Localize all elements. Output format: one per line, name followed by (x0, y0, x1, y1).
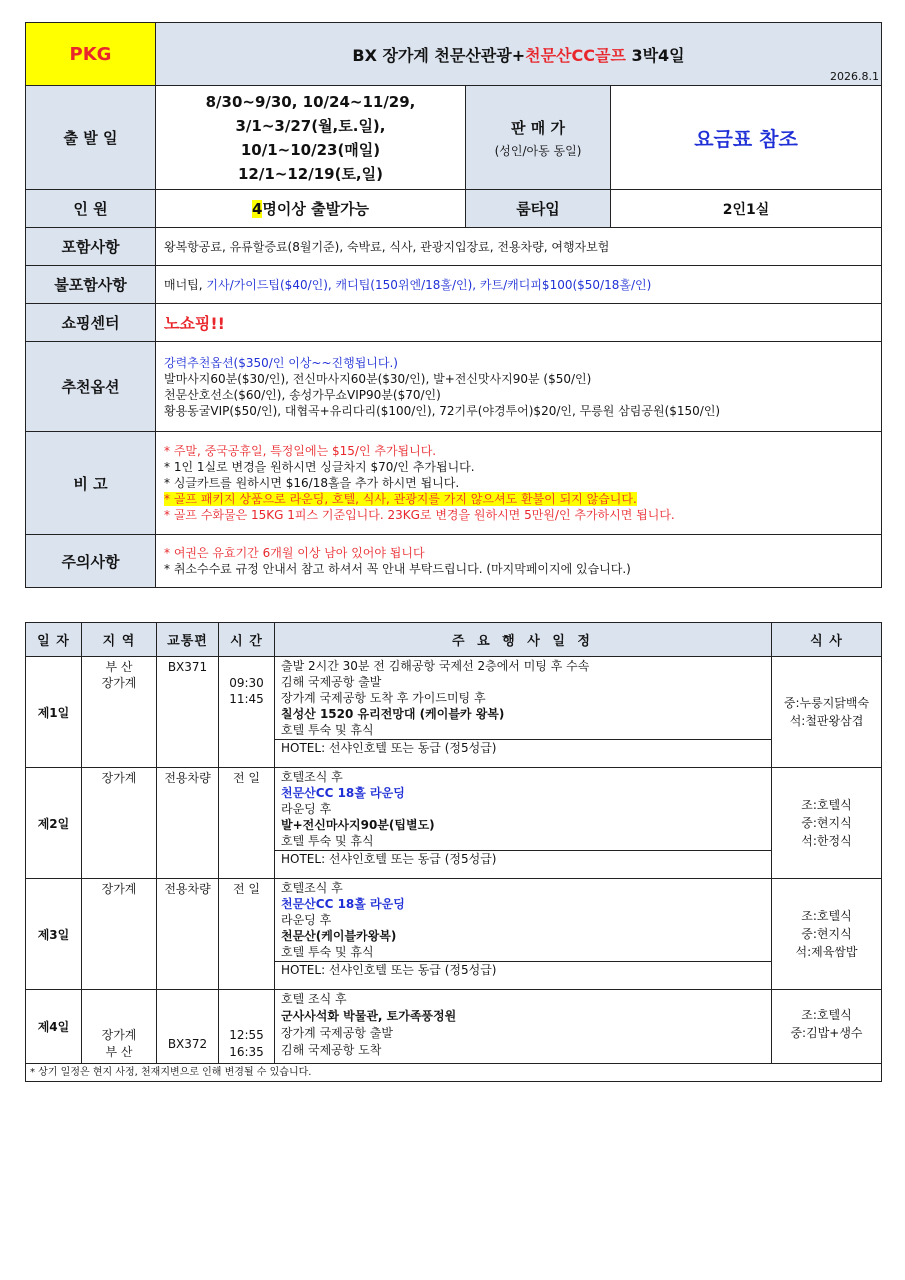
schedule-line: 출발 2시간 30분 전 김해공항 국제선 2층에서 미팅 후 수속 (281, 659, 590, 673)
departure-line: 12/1~12/19(토,일) (238, 164, 383, 183)
remarks-line: * 골프 수화물은 15KG 1피스 기준입니다. 23KG로 변경을 원하시면 5만원/인 추가하시면 됩니다. (164, 508, 675, 522)
people-value (156, 190, 466, 228)
schedule-line: 천문산CC 18홀 라운딩 (281, 786, 405, 800)
table-row (26, 990, 882, 1064)
transport: BX372 (157, 990, 219, 1064)
remarks-line: * 주말, 중국공휴일, 특정일에는 $15/인 추가됩니다. (164, 444, 437, 458)
day-label: 제1일 (26, 657, 82, 768)
departure-label: 출 발 일 (26, 86, 156, 190)
package-info-table (25, 22, 882, 588)
meal: 중:현지식 (801, 816, 852, 830)
table-row (26, 657, 882, 768)
meal: 중:김밥+생수 (790, 1026, 863, 1040)
schedule-line: 장가계 국제공항 출발 (281, 1026, 393, 1040)
table-row (26, 768, 882, 879)
time: 11:45 (229, 692, 264, 706)
remarks-label: 비 고 (26, 432, 156, 535)
departure-dates (156, 86, 466, 190)
meals-cell (772, 879, 882, 990)
price-value: 요금표 참조 (611, 86, 882, 190)
room-value: 2인1실 (611, 190, 882, 228)
meal: 석:철판왕삼겹 (789, 714, 864, 728)
time: 전 일 (219, 879, 275, 990)
time: 12:55 (229, 1028, 264, 1042)
schedule-cell (275, 657, 772, 768)
schedule-line: 호텔 투숙 및 휴식 (281, 834, 374, 848)
time: 09:30 (229, 676, 264, 690)
schedule-line: 천문산(케이블카왕복) (281, 929, 397, 943)
meals-cell (772, 990, 882, 1064)
schedule-line: 호텔 투숙 및 휴식 (281, 945, 374, 959)
caution-list (156, 535, 882, 588)
pkg-label: PKG (26, 23, 156, 86)
remarks-list (156, 432, 882, 535)
remarks-line: * 싱글카트를 원하시면 $16/18홀을 추가 하시면 됩니다. (164, 476, 460, 490)
header-transport: 교통편 (157, 623, 219, 657)
people-min-number: 4 (251, 200, 263, 218)
itinerary-table (25, 622, 882, 1082)
header-meals: 식 사 (772, 623, 882, 657)
schedule-cell (275, 990, 772, 1064)
shopping-value: 노쇼핑!! (156, 304, 882, 342)
schedule-line: 천문산CC 18홀 라운딩 (281, 897, 405, 911)
excluded-value (156, 266, 882, 304)
title-part3: 3박4일 (625, 45, 685, 65)
title-part2: 천문산CC골프 (525, 45, 626, 65)
remarks-line: * 1인 1실로 변경을 원하시면 싱글차지 $70/인 추가됩니다. (164, 460, 475, 474)
schedule-line: 군사사석화 박물관, 토가족풍정원 (281, 1009, 457, 1023)
footnote-row (26, 1064, 882, 1082)
schedule-cell (275, 879, 772, 990)
meal: 중:누룽지닭백숙 (783, 696, 870, 710)
options-line: 발마사지60분($30/인), 전신마사지60분($30/인), 발+전신맛사지90분 ($50/인) (164, 371, 592, 386)
table-row (26, 879, 882, 990)
header-day: 일 자 (26, 623, 82, 657)
region: 부 산 (105, 660, 133, 674)
meal: 중:현지식 (801, 927, 852, 941)
price-label-cell (466, 86, 611, 190)
departure-line: 3/1~3/27(월,토.일), (235, 116, 386, 135)
price-label: 판 매 가 (511, 118, 565, 137)
caution-line: * 취소수수료 규정 안내서 참고 하셔서 꼭 안내 부탁드립니다. (마지막페이지에 있습니다.) (164, 562, 631, 576)
schedule-line: 호텔조식 후 (281, 770, 343, 784)
package-title (156, 23, 882, 86)
options-line: 강력추천옵션($350/인 이상~~진행됩니다.) (164, 355, 398, 370)
document-date: 2026.8.1 (830, 70, 880, 83)
hotel-line: HOTEL: 선샤인호텔 또는 동급 (정5성급) (275, 850, 771, 868)
caution-label: 주의사항 (26, 535, 156, 588)
departure-line: 10/1~10/23(매일) (240, 140, 381, 159)
meal: 조:호텔식 (801, 909, 852, 923)
schedule-line: 김해 국제공항 출발 (281, 675, 382, 689)
region: 장가계 (82, 879, 157, 990)
schedule-cell (275, 768, 772, 879)
departure-line: 8/30~9/30, 10/24~11/29, (205, 92, 416, 111)
region-cell (82, 657, 157, 768)
footnote: * 상기 일정은 현지 사정, 천재지변으로 인해 변경될 수 있습니다. (26, 1064, 882, 1082)
day-label: 제2일 (26, 768, 82, 879)
options-line: 천문산호선소($60/인), 송성가무쇼VIP90분($70/인) (164, 387, 441, 402)
itinerary-header-row (26, 623, 882, 657)
meal: 석:제육쌈밥 (795, 945, 858, 959)
transport: BX371 (157, 657, 219, 768)
hotel-line: HOTEL: 선샤인호텔 또는 동급 (정5성급) (275, 961, 771, 979)
day-label: 제4일 (26, 990, 82, 1064)
meals-cell (772, 768, 882, 879)
header-time: 시 간 (219, 623, 275, 657)
meal: 석:한정식 (801, 834, 852, 848)
schedule-line: 라운딩 후 (281, 802, 332, 816)
region: 장가계 (82, 768, 157, 879)
people-label: 인 원 (26, 190, 156, 228)
price-sublabel: (성인/아동 동일) (494, 143, 582, 158)
included-value: 왕복항공료, 유류할증료(8월기준), 숙박료, 식사, 관광지입장료, 전용차량, 여행자보험 (156, 228, 882, 266)
time: 전 일 (219, 768, 275, 879)
meal: 조:호텔식 (801, 1008, 852, 1022)
time: 16:35 (229, 1045, 264, 1059)
day-label: 제3일 (26, 879, 82, 990)
options-label: 추천옵션 (26, 342, 156, 432)
meals-cell (772, 657, 882, 768)
region: 부 산 (105, 1045, 133, 1059)
transport: 전용차량 (157, 879, 219, 990)
remarks-highlight: * 골프 패키지 상품으로 라운딩, 호텔, 식사, 관광지를 가지 않으셔도 환불이 되지 않습니다. (164, 492, 637, 506)
remarks-line (164, 491, 873, 507)
time-cell (219, 990, 275, 1064)
hotel-line: HOTEL: 선샤인호텔 또는 동급 (정5성급) (275, 739, 771, 757)
schedule-line: 호텔 투숙 및 휴식 (281, 723, 374, 737)
schedule-line: 라운딩 후 (281, 913, 332, 927)
header-region: 지 역 (82, 623, 157, 657)
region-cell (82, 990, 157, 1064)
excluded-plain: 매너팁, (164, 277, 207, 292)
options-line: 황용동굴VIP($50/인), 대협곡+유리다리($100/인), 72기루(야경투어)$20/인, 무릉원 삼림공원($150/인) (164, 403, 721, 418)
region: 장가계 (101, 676, 137, 690)
time-cell (219, 657, 275, 768)
excluded-tips: 기사/가이드팁($40/인), 캐디팁(150위엔/18홀/인), 카트/캐디피$100($50/18홀/인) (206, 277, 652, 292)
title-part1: BX 장가계 천문산관광+ (352, 45, 526, 65)
options-list (156, 342, 882, 432)
region: 장가계 (101, 1028, 137, 1042)
schedule-line: 칠성산 1520 유리전망대 (케이블카 왕복) (281, 707, 505, 721)
people-text: 명이상 출발가능 (262, 200, 370, 218)
schedule-line: 발+전신마사지90분(팁별도) (281, 818, 435, 832)
transport: 전용차량 (157, 768, 219, 879)
schedule-line: 호텔조식 후 (281, 881, 343, 895)
room-label: 룸타입 (466, 190, 611, 228)
meal: 조:호텔식 (801, 798, 852, 812)
included-label: 포함사항 (26, 228, 156, 266)
schedule-line: 호텔 조식 후 (281, 992, 347, 1006)
schedule-line: 김해 국제공항 도착 (281, 1043, 382, 1057)
excluded-label: 불포함사항 (26, 266, 156, 304)
header-schedule: 주 요 행 사 일 정 (275, 623, 772, 657)
schedule-line: 장가계 국제공항 도착 후 가이드미팅 후 (281, 691, 486, 705)
shopping-label: 쇼핑센터 (26, 304, 156, 342)
caution-line: * 여권은 유효기간 6개월 이상 남아 있어야 됩니다 (164, 546, 425, 560)
